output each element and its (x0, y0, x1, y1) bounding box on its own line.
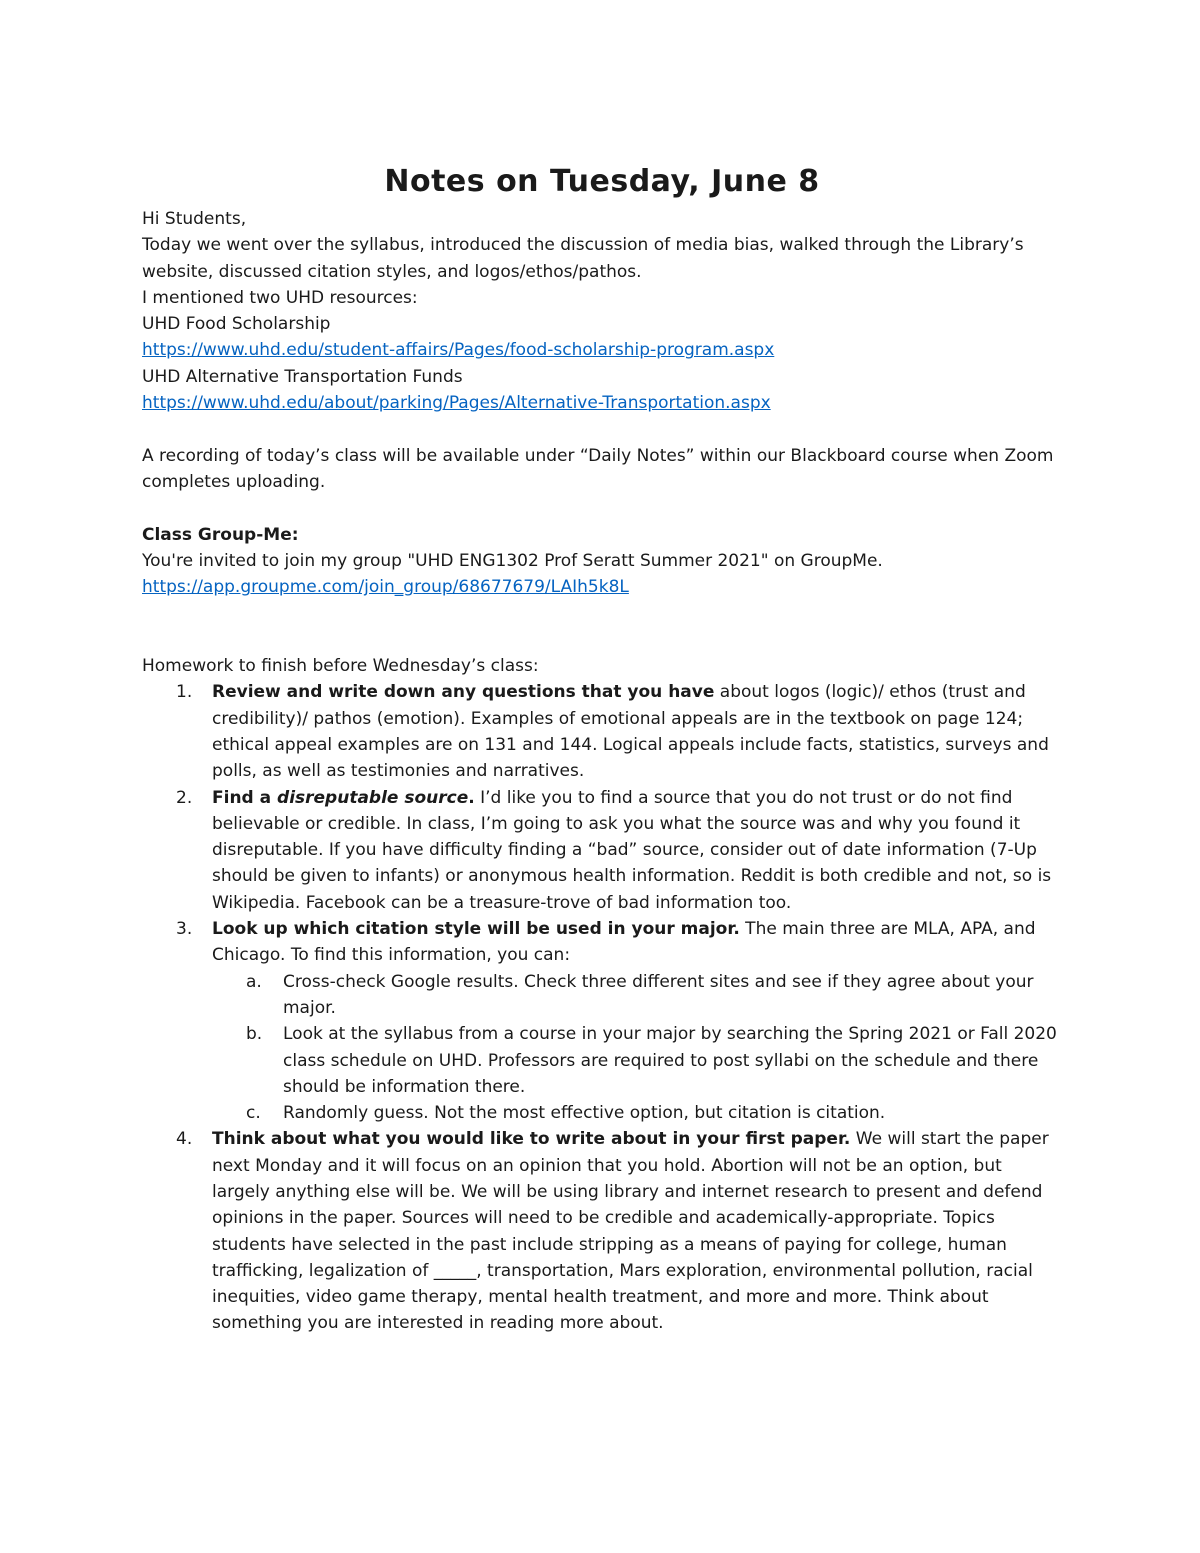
sub-letter: c. (246, 1103, 261, 1124)
homework-item-bold-italic: disreputable source (277, 787, 469, 808)
page-title: Notes on Tuesday, June 8 (384, 164, 820, 199)
spacer (142, 495, 1062, 521)
homework-item-text: The main three are MLA, APA, and Chicago. To find this information, you can: (212, 919, 1036, 966)
homework-heading: Homework to finish before Wednesday’s class: (142, 656, 539, 677)
homework-item-2 (142, 785, 1062, 916)
list-number: 3. (176, 919, 193, 940)
document-body (142, 160, 1062, 1337)
resource-link-transport[interactable]: https://www.uhd.edu/about/parking/Pages/Alternative-Transportation.aspx (142, 393, 771, 414)
list-number: 1. (176, 682, 193, 703)
homework-item-3 (142, 916, 1062, 1126)
list-number: 2. (176, 787, 193, 808)
homework-item-bold: Look up which citation style will be used in your major. (212, 919, 740, 940)
sub-item-text: Cross-check Google results. Check three different sites and see if they agree about your major. (283, 971, 1034, 1018)
groupme-invite: You're invited to join my group "UHD ENG1302 Prof Seratt Summer 2021" on GroupMe. (142, 550, 883, 571)
sub-item-text: Look at the syllabus from a course in your major by searching the Spring 2021 or Fall 2020 class schedule on UHD. Professors are required to post syllabi on the schedule and there should be information there. (283, 1024, 1057, 1097)
spacer (142, 416, 1062, 442)
homework-item-text: about logos (logic)/ ethos (trust and credibility)/ pathos (emotion). Examples of emotional appeals are in the textbook on page 124; ethical appeal examples are on 131 and 144. Logical appeals include facts, statistics, surveys and polls, as well as testimonies and narratives. (212, 682, 1049, 782)
resources-intro: I mentioned two UHD resources: (142, 287, 418, 308)
list-number: 4. (176, 1129, 193, 1150)
resource-label-food: UHD Food Scholarship (142, 314, 331, 335)
homework-item-bold: Review and write down any questions that you have (212, 682, 715, 703)
sub-item-a (212, 969, 1062, 1022)
resource-label-transport: UHD Alternative Transportation Funds (142, 366, 463, 387)
recording-note: A recording of today’s class will be available under “Daily Notes” within our Blackboard course when Zoom completes uploading. (142, 445, 1054, 492)
spacer (142, 627, 1062, 653)
sub-item-text: Randomly guess. Not the most effective option, but citation is citation. (283, 1103, 886, 1124)
greeting: Hi Students, (142, 209, 247, 229)
intro-paragraph: Today we went over the syllabus, introduced the discussion of media bias, walked through the Library’s website, discussed citation styles, and logos/ethos/pathos. (142, 235, 1024, 282)
resource-link-food[interactable]: https://www.uhd.edu/student-affairs/Pages/food-scholarship-program.aspx (142, 340, 775, 361)
sub-letter: a. (246, 971, 262, 992)
homework-item-4 (142, 1126, 1062, 1336)
sub-list (212, 969, 1062, 1127)
homework-list (142, 679, 1062, 1336)
homework-item-bold: Find a (212, 787, 278, 808)
groupme-link[interactable]: https://app.groupme.com/join_group/68677679/LAIh5k8L (142, 577, 629, 598)
spacer (142, 600, 1062, 626)
sub-letter: b. (246, 1024, 263, 1045)
homework-item-bold: . (468, 787, 475, 808)
homework-item-1 (142, 679, 1062, 784)
homework-item-text: I’d like you to find a source that you do not trust or do not find believable or credible. In class, I’m going to ask you what the source was and why you found it disreputable. If you have difficulty finding a “bad” source, consider out of date information (7-Up should be given to infants) or anonymous health information. Reddit is both credible and not, so is Wikipedia. Facebook can be a treasure-trove of bad information too. (212, 787, 1052, 913)
sub-item-c (212, 1100, 1062, 1126)
sub-item-b (212, 1021, 1062, 1100)
homework-item-text: We will start the paper next Monday and it will focus on an opinion that you hold. Abortion will not be an option, but largely anything else will be. We will be using library and internet research to present and defend opinions in the paper. Sources will need to be credible and academically-appropriate. Topics students have selected in the past include stripping as a means of paying for college, human trafficking, legalization of _____, transportation, Mars exploration, environmental pollution, racial inequities, video game therapy, mental health treatment, and more and more. Think about something you are interested in reading more about. (212, 1129, 1049, 1334)
homework-item-bold: Think about what you would like to write about in your first paper. (212, 1129, 851, 1150)
groupme-heading: Class Group-Me: (142, 524, 299, 545)
